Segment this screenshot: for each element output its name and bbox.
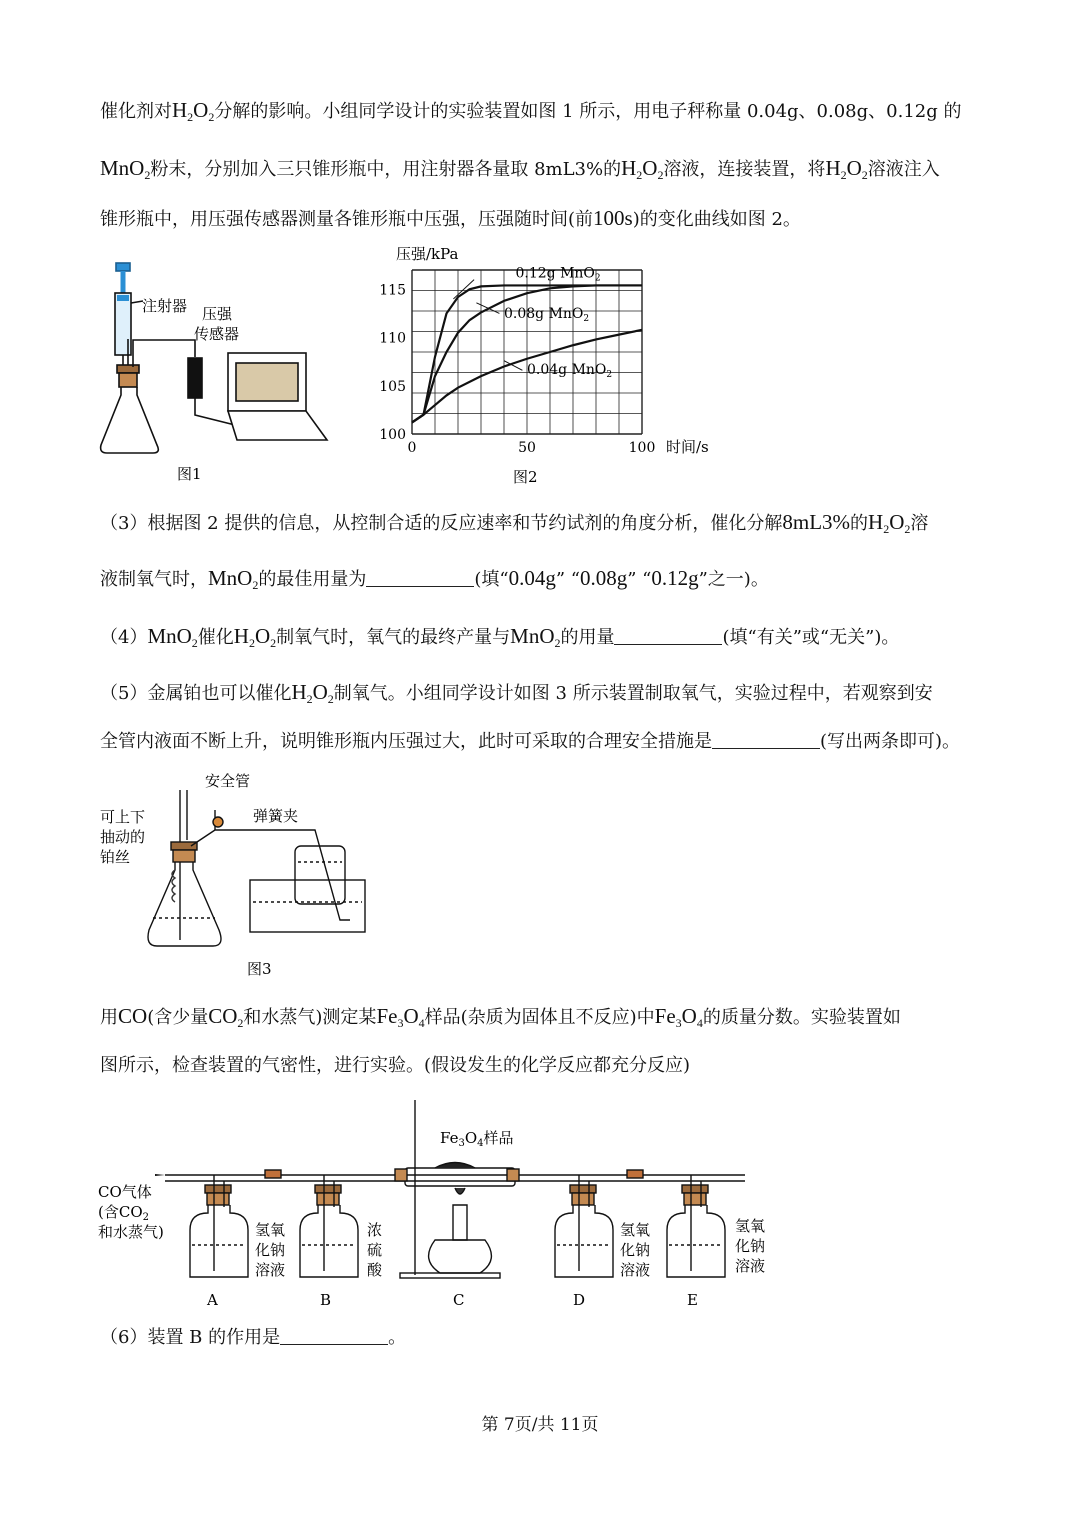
gas-bottle bbox=[190, 1205, 248, 1277]
text: （3）根据图 2 提供的信息，从控制合适的反应速率和节约试剂的角度分析，催化分解 bbox=[100, 513, 783, 534]
syringe-label: 注射器 bbox=[142, 297, 188, 315]
naoh-label: 溶液 bbox=[620, 1261, 651, 1279]
series-label: 0.04g MnO$_2$ bbox=[527, 362, 613, 381]
naoh-label: 溶液 bbox=[735, 1257, 766, 1275]
text: 全管内液面不断上升，说明锥形瓶内压强过大，此时可采取的合理安全措施是 bbox=[100, 731, 712, 752]
para2-line1 bbox=[100, 1002, 901, 1037]
q3-line1 bbox=[100, 508, 928, 543]
gas-bottle bbox=[300, 1205, 358, 1277]
q4-line bbox=[100, 622, 899, 657]
h2o2: $H_2O_2$ bbox=[621, 156, 664, 182]
clip-label: 弹簧夹 bbox=[253, 807, 299, 825]
text: 分解的影响。小组同学设计的实验装置如图 1 所示，用电子秤称量 0.04g、0.08g、0.12g 的 bbox=[214, 101, 962, 122]
text: 溶液注入 bbox=[867, 159, 940, 180]
text: 溶 bbox=[910, 513, 929, 534]
naoh-label: 氢氧 bbox=[735, 1217, 766, 1235]
label-e: E bbox=[687, 1291, 698, 1309]
text: 0.12g bbox=[651, 566, 699, 590]
figure-1-caption: 图1 bbox=[177, 465, 202, 483]
naoh-label: 化钠 bbox=[735, 1237, 766, 1255]
text: 0.04g bbox=[508, 566, 556, 590]
label-a: A bbox=[207, 1291, 218, 1309]
fe3o4-sample-label: $Fe_3O_4$样品 bbox=[440, 1129, 514, 1149]
q5-line2 bbox=[100, 728, 960, 756]
h2o2: $H_2O_2$ bbox=[172, 98, 215, 124]
h2o2: $H_2O_2$ bbox=[291, 680, 334, 706]
text: 的用量 bbox=[560, 627, 615, 648]
label-b: B bbox=[320, 1291, 332, 1309]
stopper bbox=[684, 1193, 706, 1205]
page-footer bbox=[0, 1410, 1080, 1435]
acid-label: 浓 bbox=[367, 1221, 383, 1239]
co2: $CO_2$ bbox=[208, 1004, 244, 1030]
naoh-label: 氢氧 bbox=[620, 1221, 651, 1239]
text: (含少量 bbox=[147, 1007, 209, 1028]
gas-bottle bbox=[667, 1205, 725, 1277]
text: 催化 bbox=[197, 627, 234, 648]
text: 制氧气。小组同学设计如图 3 所示装置制取氧气，实验过程中，若观察到安 bbox=[333, 683, 933, 704]
text: 溶液，连接装置，将 bbox=[663, 159, 826, 180]
wire-label-1: 可上下 bbox=[100, 808, 146, 826]
wire-label-3: 铂丝 bbox=[100, 848, 131, 866]
stopper bbox=[315, 1185, 341, 1193]
h2o2: $H_2O_2$ bbox=[825, 156, 868, 182]
y-tick-label: 100 bbox=[379, 427, 406, 443]
sensor-label-2: 传感器 bbox=[194, 325, 240, 343]
stopper bbox=[205, 1185, 231, 1193]
mno2: MnO$_2$ bbox=[100, 156, 151, 182]
answer-blank[interactable] bbox=[280, 1326, 388, 1345]
y-tick-label: 105 bbox=[379, 378, 406, 395]
text: ” “ bbox=[627, 569, 652, 590]
text: 锥形瓶中，用压强传感器测量各锥形瓶中压强，压强随时间(前 bbox=[100, 209, 594, 230]
text: (填“有关”或“无关”)。 bbox=[722, 627, 900, 648]
text: 100s bbox=[593, 206, 633, 230]
stopper bbox=[317, 1193, 339, 1205]
mno2: MnO$_2$ bbox=[208, 566, 259, 592]
para1-line1 bbox=[100, 96, 961, 131]
fe3o4: $Fe_3O_4$ bbox=[376, 1004, 425, 1030]
x-tick-label: 50 bbox=[518, 440, 536, 456]
co: CO bbox=[118, 1004, 148, 1028]
series-label: 0.12g MnO$_2$ bbox=[515, 265, 601, 284]
text: （5）金属铂也可以催化 bbox=[100, 683, 292, 704]
fe3o4: $Fe_3O_4$ bbox=[654, 1004, 703, 1030]
text: 用 bbox=[100, 1007, 118, 1028]
acid-label: 硫 bbox=[367, 1241, 383, 1259]
text: 制氧气时，氧气的最终产量与 bbox=[276, 627, 511, 648]
figure-2-caption: 图2 bbox=[513, 468, 538, 486]
mno2: MnO$_2$ bbox=[147, 624, 198, 650]
text: 8mL3% bbox=[782, 510, 851, 534]
x-tick-label: 100 bbox=[628, 440, 656, 456]
h2o2: $H_2O_2$ bbox=[868, 510, 911, 536]
text: 粉末，分别加入三只锥形瓶中，用注射器各量取 8mL3%的 bbox=[150, 159, 622, 180]
page-number: 第 7页/共 11页 bbox=[481, 1415, 599, 1435]
gas-label-2: (含$CO_2$ bbox=[98, 1203, 150, 1223]
q5-line1 bbox=[100, 678, 933, 713]
naoh-label: 化钠 bbox=[255, 1241, 286, 1259]
text: 液制氧气时， bbox=[100, 569, 208, 590]
gas-label-3: 和水蒸气) bbox=[98, 1223, 164, 1241]
text: （4） bbox=[100, 627, 148, 648]
stopper bbox=[570, 1185, 596, 1193]
para2-line2 bbox=[100, 1052, 690, 1080]
answer-blank[interactable] bbox=[712, 730, 820, 749]
x-axis-label: 时间/s bbox=[666, 438, 709, 456]
text: 样品(杂质为固体且不反应)中 bbox=[424, 1007, 655, 1028]
figure-4-apparatus bbox=[95, 1095, 785, 1315]
text: 。 bbox=[388, 1327, 407, 1348]
gas-bottle bbox=[555, 1205, 613, 1277]
text: （6）装置 B 的作用是 bbox=[100, 1327, 281, 1348]
text: ”之一)。 bbox=[698, 569, 769, 590]
wire-label-2: 抽动的 bbox=[100, 828, 146, 846]
text: 的 bbox=[850, 513, 869, 534]
text: 的质量分数。实验装置如 bbox=[702, 1007, 901, 1028]
safety-tube-label: 安全管 bbox=[205, 772, 251, 790]
figure-2-chart bbox=[370, 240, 730, 490]
text: 0.08g bbox=[579, 566, 628, 590]
label-c: C bbox=[453, 1291, 465, 1309]
answer-blank[interactable] bbox=[614, 626, 722, 645]
stopper bbox=[207, 1193, 229, 1205]
text: (填“ bbox=[474, 569, 509, 590]
y-axis-label: 压强/kPa bbox=[396, 245, 459, 263]
text: 催化剂对 bbox=[100, 101, 172, 122]
text: )的变化曲线如图 2。 bbox=[632, 209, 801, 230]
figure-3-caption: 图3 bbox=[247, 960, 272, 978]
y-tick-label: 115 bbox=[379, 282, 406, 299]
text: 和水蒸气)测定某 bbox=[243, 1007, 377, 1028]
para1-line2 bbox=[100, 154, 940, 189]
x-tick-label: 0 bbox=[407, 440, 417, 456]
stopper bbox=[682, 1185, 708, 1193]
text: 图所示，检查装置的气密性，进行实验。(假设发生的化学反应都充分反应) bbox=[100, 1055, 691, 1076]
answer-blank[interactable] bbox=[366, 568, 474, 587]
text: ” “ bbox=[555, 569, 580, 590]
text: 的最佳用量为 bbox=[258, 569, 367, 590]
acid-label: 酸 bbox=[367, 1261, 383, 1279]
naoh-label: 溶液 bbox=[255, 1261, 286, 1279]
para1-line3 bbox=[100, 204, 801, 234]
gas-label-1: CO气体 bbox=[98, 1183, 152, 1201]
stopper bbox=[572, 1193, 594, 1205]
q3-line2 bbox=[100, 564, 769, 599]
figure-3-apparatus bbox=[95, 770, 385, 985]
text: (写出两条即可)。 bbox=[820, 731, 961, 752]
h2o2: $H_2O_2$ bbox=[233, 624, 277, 650]
mno2: MnO$_2$ bbox=[510, 624, 561, 650]
y-tick-label: 110 bbox=[379, 330, 406, 347]
sensor-label-1: 压强 bbox=[202, 305, 233, 323]
series-label: 0.08g MnO$_2$ bbox=[504, 306, 590, 325]
naoh-label: 化钠 bbox=[620, 1241, 651, 1259]
figure-1-apparatus bbox=[95, 255, 345, 485]
naoh-label: 氢氧 bbox=[255, 1221, 286, 1239]
q6-line bbox=[100, 1324, 406, 1352]
label-d: D bbox=[573, 1291, 586, 1309]
